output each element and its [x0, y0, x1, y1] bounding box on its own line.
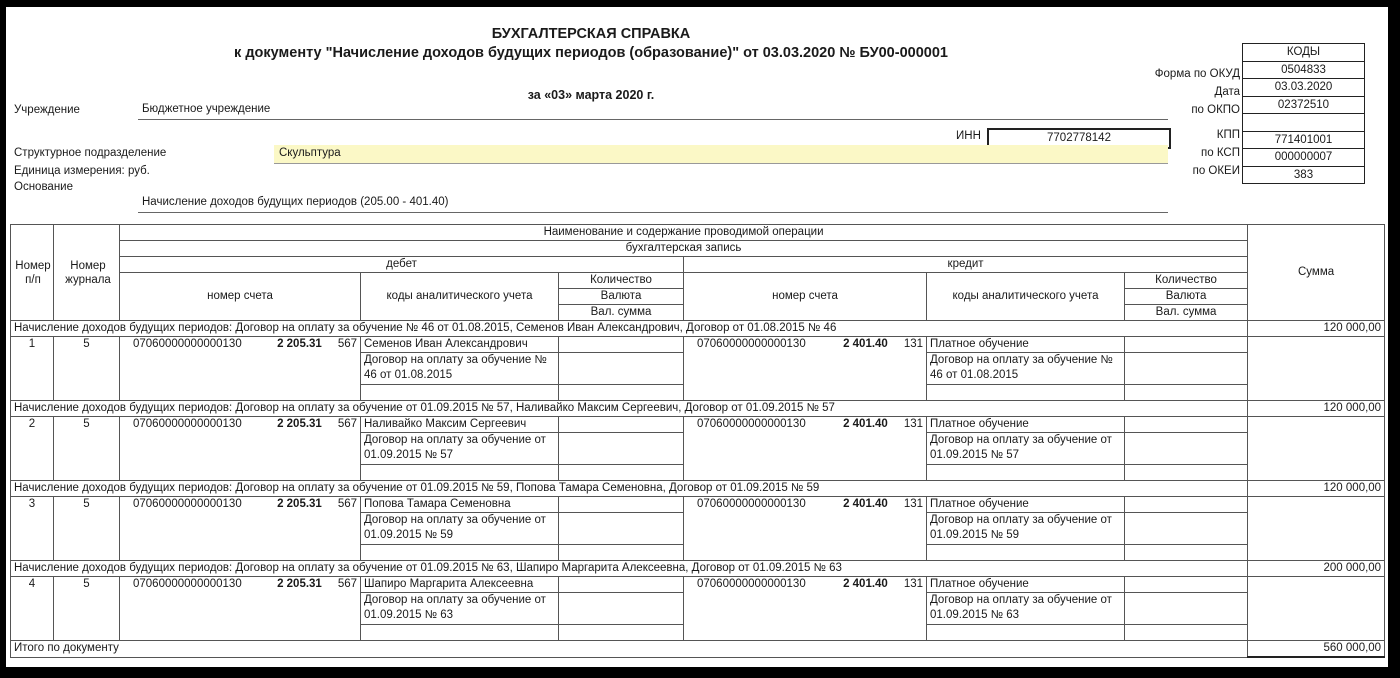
debit-analytic-1: Наливайко Максим Сергеевич: [361, 417, 559, 433]
credit-analytic-2: Договор на оплату за обучение от 01.09.2015 № 63: [927, 593, 1125, 625]
debit-account-cell: [120, 417, 361, 481]
entries-table: [10, 224, 1385, 658]
debit-account: 07060000000000130: [133, 418, 242, 430]
credit-kfo: 131: [903, 338, 923, 350]
debit-analytic-2: Договор на оплату за обучение от 01.09.2015 № 57: [361, 433, 559, 465]
code-ksp: 000000007: [1242, 149, 1365, 167]
unit-label: Единица измерения: руб.: [14, 165, 150, 177]
credit-analytic-1: Платное обучение: [927, 497, 1125, 513]
credit-analytic-2: Договор на оплату за обучение от 01.09.2015 № 59: [927, 513, 1125, 545]
h-entry: бухгалтерская запись: [120, 241, 1248, 257]
label-okpo: по ОКПО: [1191, 104, 1240, 116]
group-title: Начисление доходов будущих периодов: Договор на оплату за обучение от 01.09.2015 № 63, Шапиро Маргарита Алексеевна, Договор от 01.09.2015 № 63: [11, 561, 1248, 577]
h-credit-account: номер счета: [684, 273, 927, 321]
credit-account-cell: [684, 417, 927, 481]
doc-title: БУХГАЛТЕРСКАЯ СПРАВКА: [491, 26, 691, 42]
debit-kfo: 567: [337, 498, 357, 510]
entry-journal: 5: [54, 577, 120, 641]
credit-analytic-1: Платное обучение: [927, 337, 1125, 353]
group-title: Начисление доходов будущих периодов: Договор на оплату за обучение от 01.09.2015 № 57, Наливайко Максим Сергеевич, Договор от 01.09.2015 № 57: [11, 401, 1248, 417]
institution-label: Учреждение: [14, 104, 80, 116]
entry-journal: 5: [54, 337, 120, 401]
debit-kfo: 567: [337, 578, 357, 590]
entry-row: [11, 577, 1385, 593]
code-empty: [1242, 114, 1365, 132]
h-debit-currency: Валюта: [559, 289, 684, 305]
header-row-1: [11, 225, 1385, 241]
code-kpp: 771401001: [1242, 132, 1365, 150]
label-okei: по ОКЕИ: [1192, 165, 1240, 177]
h-debit-codes: коды аналитического учета: [361, 273, 559, 321]
debit-analytic-2: Договор на оплату за обучение № 46 от 01.08.2015: [361, 353, 559, 385]
credit-analytic-1: Платное обучение: [927, 417, 1125, 433]
h-credit-currency: Валюта: [1125, 289, 1248, 305]
document-page: [6, 7, 1388, 667]
debit-kosgu: 2 205.31: [277, 418, 322, 430]
division-value: Скульптура: [279, 147, 341, 159]
entry-num: 3: [11, 497, 54, 561]
credit-account-cell: [684, 577, 927, 641]
credit-account: 07060000000000130: [697, 338, 806, 350]
entry-row: [11, 497, 1385, 513]
label-date: Дата: [1214, 86, 1240, 98]
credit-account-cell: [684, 337, 927, 401]
credit-kosgu: 2 401.40: [843, 338, 888, 350]
h-num: Номер п/п: [15, 260, 51, 286]
debit-analytic-1: Попова Тамара Семеновна: [361, 497, 559, 513]
group-row: [11, 481, 1385, 497]
debit-account-cell: [120, 577, 361, 641]
total-label: Итого по документу: [11, 641, 1248, 658]
group-sum: 200 000,00: [1248, 561, 1385, 577]
credit-account: 07060000000000130: [697, 498, 806, 510]
codes-box: [1242, 43, 1365, 184]
total-row: [11, 641, 1385, 658]
credit-account: 07060000000000130: [697, 578, 806, 590]
credit-account: 07060000000000130: [697, 418, 806, 430]
group-row: [11, 321, 1385, 337]
h-credit: кредит: [684, 257, 1248, 273]
debit-analytic-1: Шапиро Маргарита Алексеевна: [361, 577, 559, 593]
group-row: [11, 561, 1385, 577]
h-debit: дебет: [120, 257, 684, 273]
debit-kfo: 567: [337, 418, 357, 430]
entry-num: 2: [11, 417, 54, 481]
label-kpp: КПП: [1216, 129, 1240, 141]
label-ksp: по КСП: [1201, 147, 1240, 159]
code-okud: 0504833: [1242, 62, 1365, 80]
entry-journal: 5: [54, 417, 120, 481]
debit-analytic-2: Договор на оплату за обучение от 01.09.2015 № 63: [361, 593, 559, 625]
division-field: [274, 145, 1168, 164]
h-debit-account: номер счета: [120, 273, 361, 321]
entry-num: 4: [11, 577, 54, 641]
credit-analytic-2: Договор на оплату за обучение № 46 от 01.08.2015: [927, 353, 1125, 385]
code-okei: 383: [1242, 167, 1365, 185]
credit-kosgu: 2 401.40: [843, 498, 888, 510]
entry-num: 1: [11, 337, 54, 401]
h-operation: Наименование и содержание проводимой операции: [120, 225, 1248, 241]
group-sum: 120 000,00: [1248, 401, 1385, 417]
debit-account: 07060000000000130: [133, 498, 242, 510]
institution-value: Бюджетное учреждение: [142, 103, 271, 115]
group-row: [11, 401, 1385, 417]
credit-kfo: 131: [903, 578, 923, 590]
entry-row: [11, 337, 1385, 353]
h-debit-cursum: Вал. сумма: [559, 305, 684, 321]
debit-kfo: 567: [337, 338, 357, 350]
h-sum: Сумма: [1248, 225, 1385, 321]
entry-journal: 5: [54, 497, 120, 561]
group-title: Начисление доходов будущих периодов: Договор на оплату за обучение № 46 от 01.08.2015, Семенов Иван Александрович, Договор от 01.08.2015 № 46: [11, 321, 1248, 337]
h-journal: Номер журнала: [65, 260, 111, 286]
h-credit-qty: Количество: [1125, 273, 1248, 289]
credit-analytic-1: Платное обучение: [927, 577, 1125, 593]
debit-account: 07060000000000130: [133, 338, 242, 350]
credit-kosgu: 2 401.40: [843, 418, 888, 430]
basis-value: Начисление доходов будущих периодов (205.00 - 401.40): [142, 196, 449, 208]
group-sum: 120 000,00: [1248, 481, 1385, 497]
entry-row: [11, 417, 1385, 433]
debit-kosgu: 2 205.31: [277, 338, 322, 350]
credit-kfo: 131: [903, 418, 923, 430]
credit-kosgu: 2 401.40: [843, 578, 888, 590]
code-date: 03.03.2020: [1242, 79, 1365, 97]
debit-analytic-1: Семенов Иван Александрович: [361, 337, 559, 353]
inn-value: 7702778142: [987, 128, 1171, 149]
h-credit-codes: коды аналитического учета: [927, 273, 1125, 321]
total-sum: 560 000,00: [1248, 641, 1385, 658]
credit-kfo: 131: [903, 498, 923, 510]
doc-subtitle: к документу "Начисление доходов будущих периодов (образование)" от 03.03.2020 № БУ00-000001: [234, 45, 948, 61]
debit-kosgu: 2 205.31: [277, 578, 322, 590]
credit-analytic-2: Договор на оплату за обучение от 01.09.2015 № 57: [927, 433, 1125, 465]
inn-label: ИНН: [956, 130, 981, 142]
basis-label: Основание: [14, 181, 73, 193]
debit-account-cell: [120, 497, 361, 561]
h-credit-cursum: Вал. сумма: [1125, 305, 1248, 321]
doc-date-line: за «03» марта 2020 г.: [527, 88, 655, 102]
credit-account-cell: [684, 497, 927, 561]
debit-kosgu: 2 205.31: [277, 498, 322, 510]
group-sum: 120 000,00: [1248, 321, 1385, 337]
h-debit-qty: Количество: [559, 273, 684, 289]
debit-analytic-2: Договор на оплату за обучение от 01.09.2015 № 59: [361, 513, 559, 545]
debit-account: 07060000000000130: [133, 578, 242, 590]
division-label: Структурное подразделение: [14, 147, 167, 159]
label-okud: Форма по ОКУД: [1154, 68, 1240, 80]
code-okpo: 02372510: [1242, 97, 1365, 115]
codes-header: КОДЫ: [1242, 43, 1365, 62]
debit-account-cell: [120, 337, 361, 401]
group-title: Начисление доходов будущих периодов: Договор на оплату за обучение от 01.09.2015 № 59, Попова Тамара Семеновна, Договор от 01.09.2015 № 59: [11, 481, 1248, 497]
